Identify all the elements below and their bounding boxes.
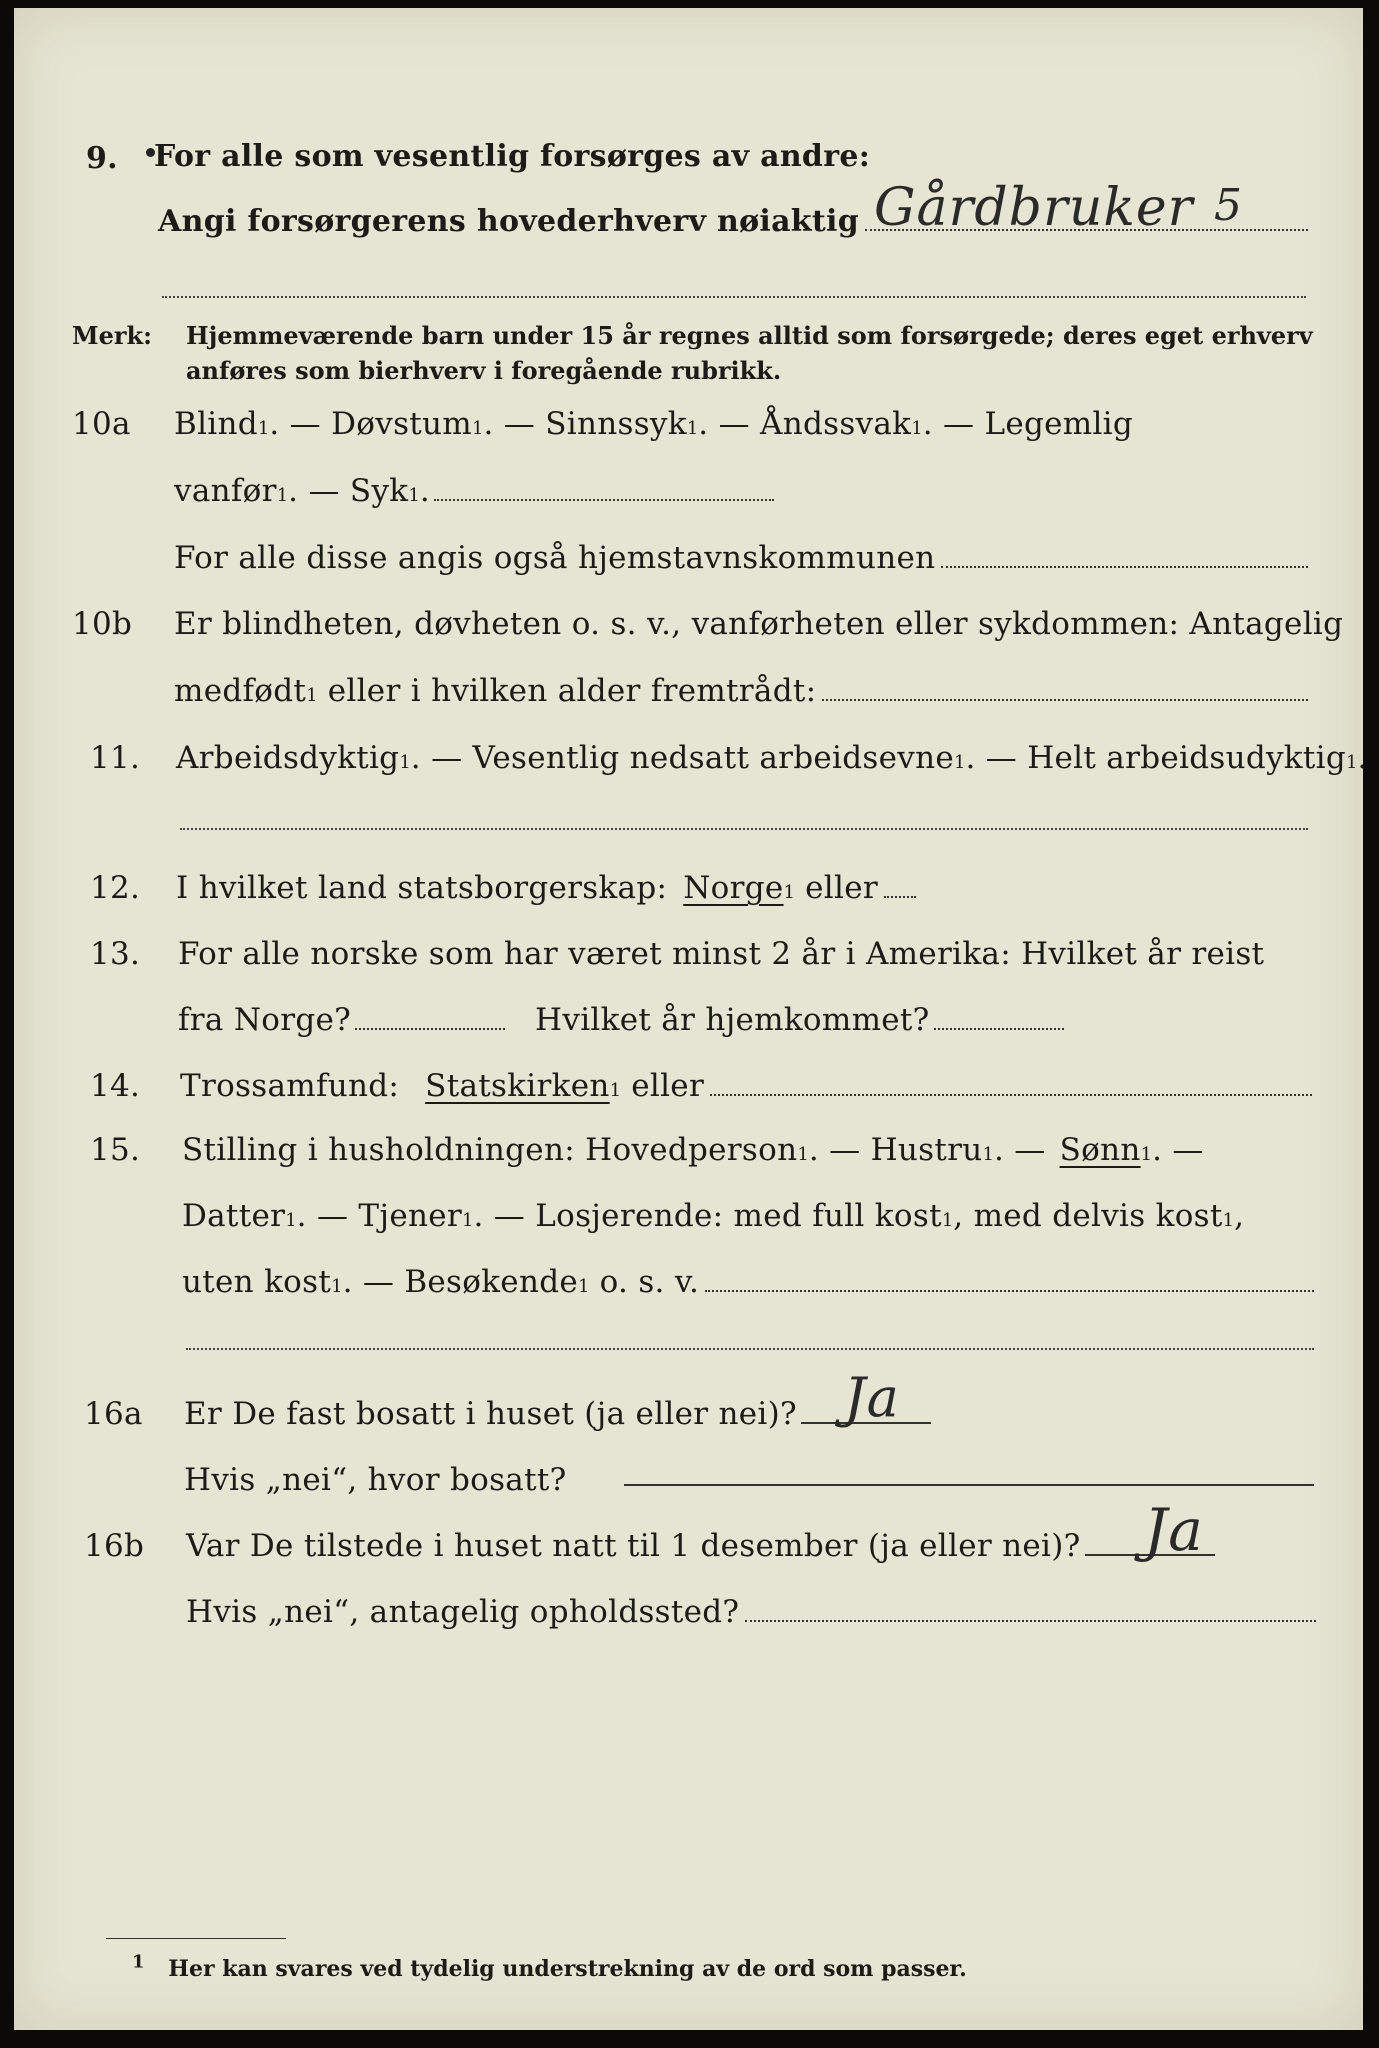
q11-number: 11. <box>90 740 141 776</box>
q15-line3: uten kost 1 . — Besøkende 1 o. s. v. <box>182 1264 1314 1300</box>
q14-number: 14. <box>90 1068 141 1104</box>
q15-extra-line[interactable] <box>186 1348 1314 1350</box>
census-form-page <box>14 8 1368 2030</box>
q10a-line2: vanfør 1 . — Syk 1 . <box>174 473 774 509</box>
q13-reist-line[interactable] <box>355 1028 505 1030</box>
q9-extra-line[interactable] <box>162 296 1306 298</box>
q10a-line3: For alle disse angis også hjemstavnskommunen <box>174 540 1308 576</box>
q12-norge-underlined: Norge <box>683 870 784 906</box>
q10b-number: 10b <box>72 606 133 642</box>
q13-number: 13. <box>90 936 141 972</box>
q10b-line2: medfødt 1 eller i hvilken alder fremtrådt: <box>174 673 1308 709</box>
footnote: $^1$ Her kan svares ved tydelig understrekning av de ord som passer. <box>132 1951 967 1982</box>
q13-line1: For alle norske som har været minst 2 år i Amerika: Hvilket år reist <box>178 936 1265 972</box>
q12-number: 12. <box>90 870 141 906</box>
q10b-alder-line[interactable] <box>822 699 1308 701</box>
q16a-number: 16a <box>84 1396 143 1432</box>
q16b-line1: Var De tilstede i huset natt til 1 desember (ja eller nei)? <box>186 1528 1215 1564</box>
q11-extra-line[interactable] <box>180 828 1308 830</box>
q10a-number: 10a <box>72 406 131 442</box>
q9-handwritten-mark: 5 <box>1214 180 1243 231</box>
merk-label: Merk: <box>72 321 152 350</box>
q16b-line2: Hvis „nei“, antagelig opholdssted? <box>186 1594 1316 1630</box>
q16a-bosatt-line[interactable] <box>624 1484 1314 1486</box>
q14-statskirken-underlined: Statskirken <box>425 1068 610 1104</box>
q15-line1: Stilling i husholdningen: Hovedperson 1 . — Hustru 1 . — Sønn 1 . — <box>182 1132 1204 1168</box>
q10a-line1: Blind 1 . — Døvstum 1 . — Sinnssyk 1 . — Åndssvak 1 . — Legemlig <box>174 406 1134 442</box>
q14-trossamfund-line[interactable] <box>710 1094 1312 1096</box>
q13-line2: fra Norge? Hvilket år hjemkommet? <box>178 1002 1064 1038</box>
q10a-syk-line[interactable] <box>434 499 774 501</box>
q16a-line1: Er De fast bosatt i huset (ja eller nei)? <box>184 1396 931 1432</box>
q12-land-line[interactable] <box>884 896 916 898</box>
q9-handwritten-answer: Gårdbruker <box>874 178 1194 238</box>
q10b-line1: Er blindheten, døvheten o. s. v., vanførheten eller sykdommen: Antagelig <box>174 606 1344 642</box>
q16b-handwritten-answer: Ja <box>1144 1496 1204 1564</box>
merk-line1: Hjemmeværende barn under 15 år regnes alltid som forsørgede; deres eget erhverv <box>186 321 1313 350</box>
merk-line2: anføres som bierhverv i foregående rubrikk. <box>186 356 782 385</box>
q16a-line2: Hvis „nei“, hvor bosatt? <box>184 1462 567 1498</box>
q13-hjemkommet-line[interactable] <box>934 1028 1064 1030</box>
q15-sonn-underlined: Sønn <box>1059 1132 1141 1168</box>
q15-number: 15. <box>90 1132 141 1168</box>
q9-line2: Angi forsørgerens hovederhverv nøiaktig <box>158 204 1308 239</box>
q15-stilling-line[interactable] <box>705 1290 1314 1292</box>
footnote-rule <box>106 1938 286 1939</box>
q16b-number: 16b <box>84 1528 145 1564</box>
q16a-handwritten-answer: Ja <box>844 1366 900 1429</box>
q15-line2: Datter 1 . — Tjener 1 . — Losjerende: med full kost 1 , med delvis kost 1 , <box>182 1198 1245 1234</box>
q9-number: 9. <box>86 141 118 176</box>
q14-line: Trossamfund: Statskirken 1 eller <box>180 1068 1312 1104</box>
q12-line: I hvilket land statsborgerskap: Norge 1 eller <box>176 870 916 906</box>
q16b-opholdssted-line[interactable] <box>745 1620 1316 1622</box>
q9-line1: For alle som vesentlig forsørges av andre: <box>154 139 871 174</box>
q10a-hjemstavn-line[interactable] <box>941 566 1308 568</box>
q11-line1: Arbeidsdyktig 1 . — Vesentlig nedsatt arbeidsevne 1 . — Helt arbeidsudyktig 1 . <box>176 740 1368 776</box>
